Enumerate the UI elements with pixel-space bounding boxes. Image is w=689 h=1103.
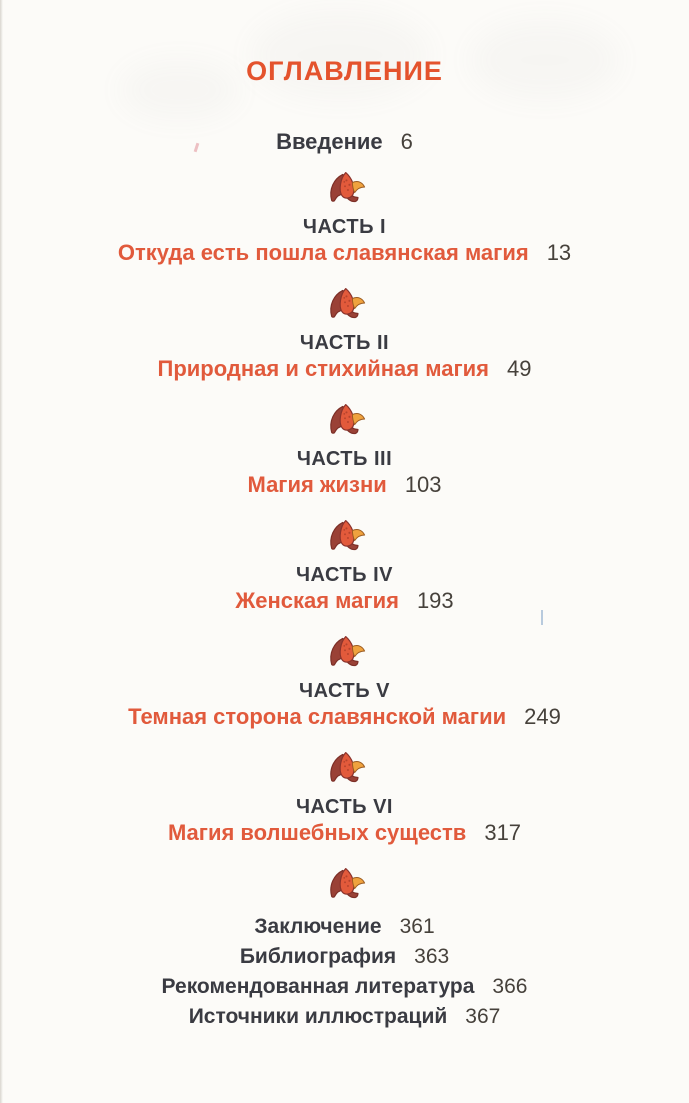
toc-entry-back [0, 912, 689, 942]
toc-entry-page-number: 193 [416, 588, 454, 613]
part-heading: ЧАСТЬ II [299, 332, 390, 354]
toc-entry-page-number: 361 [399, 915, 435, 938]
toc-entry-part [0, 704, 689, 730]
toc-entry-label: Темная сторона славянской магии [128, 704, 507, 729]
toc-entry-page-number: 49 [507, 356, 532, 381]
flower-divider-icon [322, 286, 368, 326]
toc-entry-part [0, 240, 689, 266]
toc-entry-part [0, 356, 689, 382]
part-heading: ЧАСТЬ VI [296, 796, 393, 818]
toc-entry-part [0, 820, 689, 846]
flower-divider-icon [322, 170, 368, 210]
part-heading: ЧАСТЬ III [296, 448, 393, 470]
toc-entry-label: Рекомендованная литература [161, 975, 475, 998]
toc-entry-page-number: 317 [484, 820, 522, 845]
toc-part-block [0, 286, 689, 382]
toc-part-block [0, 518, 689, 614]
toc-entry-label: Библиография [239, 945, 397, 968]
toc-entry-back [0, 942, 689, 972]
toc-entry-page-number: 103 [404, 472, 442, 497]
flower-divider-icon [322, 402, 368, 442]
part-heading: ЧАСТЬ IV [296, 564, 393, 586]
toc-entry-label: Заключение [254, 915, 382, 938]
toc-entry-back [0, 972, 689, 1002]
toc-entry-page-number: 363 [414, 945, 450, 968]
toc-entry-part [0, 472, 689, 498]
toc-entry-page-number: 249 [524, 704, 561, 729]
flower-divider-icon [322, 750, 368, 790]
toc-entry-introduction [0, 129, 689, 154]
flower-divider-icon [322, 634, 368, 674]
toc-entry-label: Женская магия [235, 588, 399, 613]
toc-entry-part [0, 588, 689, 614]
toc-entry-page-number: 367 [465, 1005, 501, 1028]
toc-entry-back [0, 1002, 689, 1032]
flower-divider-icon [322, 866, 368, 906]
toc-entry-label: Введение [276, 129, 383, 154]
toc-entry-label: Магия жизни [247, 472, 387, 497]
part-heading: ЧАСТЬ V [299, 680, 390, 702]
toc-part-block [0, 402, 689, 498]
toc-entry-label: Магия волшебных существ [167, 820, 467, 845]
toc-part-block [0, 634, 689, 730]
flower-divider-icon [322, 518, 368, 558]
toc-entry-label: Источники иллюстраций [188, 1005, 448, 1028]
toc-part-block [0, 750, 689, 846]
toc-back-matter [0, 912, 689, 1032]
page-title: ОГЛАВЛЕНИЕ [246, 56, 443, 86]
toc-entry-label: Природная и стихийная магия [157, 356, 489, 381]
part-heading: ЧАСТЬ I [302, 216, 387, 238]
toc-part-block [0, 170, 689, 266]
toc-entry-page-number: 6 [400, 129, 413, 154]
toc-entry-label: Откуда есть пошла славянская магия [117, 240, 529, 265]
toc-entry-page-number: 366 [492, 975, 528, 998]
toc-entry-page-number: 13 [546, 240, 572, 265]
